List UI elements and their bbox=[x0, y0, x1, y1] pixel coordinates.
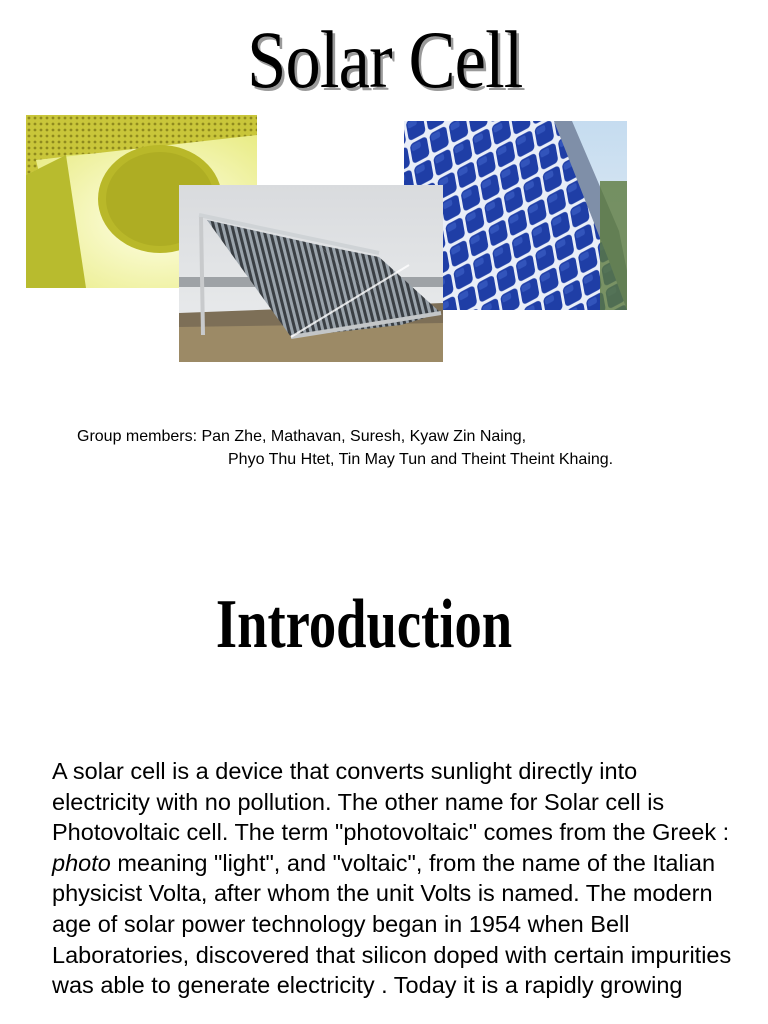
page-title: Solar Cell bbox=[247, 14, 523, 105]
intro-text-part-2: meaning "light", and "voltaic", from the name of the Italian physicist Volta, after whom the unit Volts is named. The modern age of solar power technology began in 1954 when Bell Laboratories, discovered that silicon doped with certain impurities was able to generate electricity . Today it is a rapidly growing bbox=[52, 849, 732, 999]
intro-italic-word: photo bbox=[52, 849, 111, 876]
members-line-2: Phyo Thu Htet, Tin May Tun and Theint Theint Khaing. bbox=[228, 451, 614, 468]
intro-text-part-1: A solar cell is a device that converts sunlight directly into electricity with no pollution. The other name for Solar cell is Photovoltaic cell. The term "photovoltaic" comes from the Greek : bbox=[52, 758, 730, 846]
members-line-1: Group members: Pan Zhe, Mathavan, Suresh, Kyaw Zin Naing, bbox=[77, 428, 527, 445]
introduction-heading: Introduction bbox=[215, 586, 513, 663]
evacuated-tube-collector-photo bbox=[179, 185, 443, 362]
group-members bbox=[77, 425, 613, 471]
introduction-paragraph bbox=[52, 756, 732, 1001]
